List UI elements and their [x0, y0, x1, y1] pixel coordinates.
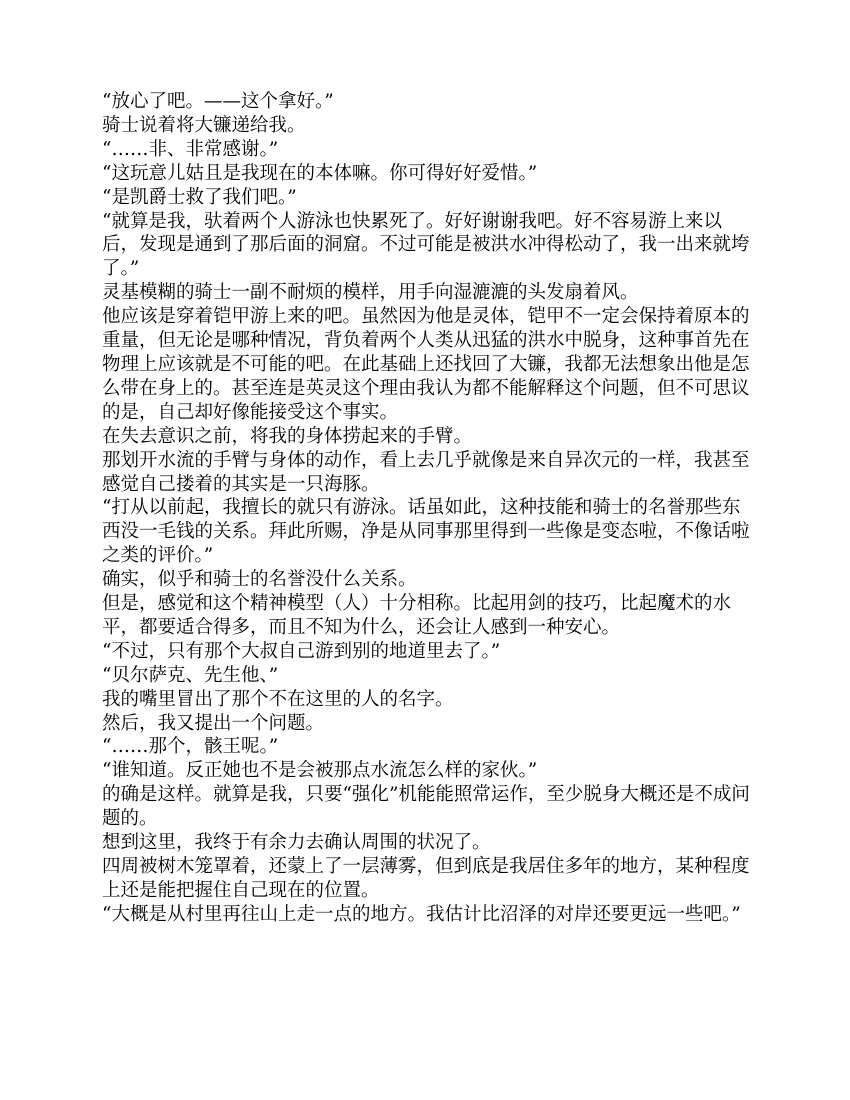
paragraph: “贝尔萨克、先生他、”	[102, 664, 279, 686]
paragraph: 确实，似乎和骑士的名誉没什么关系。	[102, 569, 417, 591]
paragraph: “打从以前起，我擅长的就只有游泳。话虽如此，这种技能和骑士的名誉那些东西没一毛钱的关系。拜此所赐，净是从同事那里得到一些像是变态啦，不像话啦之类的评价。”	[102, 497, 750, 567]
paragraph: “是凯爵士救了我们吧。”	[102, 186, 297, 208]
paragraph: “……那个，骸王呢。”	[102, 736, 279, 758]
paragraph: 我的嘴里冒出了那个不在这里的人的名字。	[102, 688, 454, 710]
paragraph: 四周被树木笼罩着，还蒙上了一层薄雾，但到底是我居住多年的地方，某种程度上还是能把握住自己现在的位置。	[102, 856, 750, 901]
paragraph: “大概是从村里再往山上走一点的地方。我估计比沼泽的对岸还要更远一些吧。”	[102, 903, 741, 925]
paragraph: 骑士说着将大镰递给我。	[102, 114, 306, 136]
document-page	[102, 90, 750, 927]
paragraph: 那划开水流的手臂与身体的动作，看上去几乎就像是来自异次元的一样，我甚至感觉自己搂着的其实是一只海豚。	[102, 449, 750, 495]
paragraph: 在失去意识之前，将我的身体捞起来的手臂。	[102, 425, 473, 447]
paragraph: 但是，感觉和这个精神模型（人）十分相称。比起用剑的技巧，比起魔术的水平，都要适合得多，而且不知为什么，还会让人感到一种安心。	[102, 593, 732, 638]
paragraph: 他应该是穿着铠甲游上来的吧。虽然因为他是灵体，铠甲不一定会保持着原本的重量，但无论是哪种情况，背负着两个人类从迅猛的洪水中脱身，这种事首先在物理上应该就是不可能的吧。在此基础上还找回了大镰，我都无法想象出他是怎么带在身上的。甚至连是英灵这个理由我认为都不能解释这个问题，但不可思议的是，自己却好像能接受这个事实。	[102, 306, 750, 423]
paragraph: 的确是这样。就算是我，只要“强化”机能能照常运作，至少脱身大概还是不成问题的。	[102, 784, 750, 830]
paragraph: “就算是我，驮着两个人游泳也快累死了。好好谢谢我吧。好不容易游上来以后，发现是通到了那后面的洞窟。不过可能是被洪水冲得松动了，我一出来就垮了。”	[102, 210, 750, 280]
paragraph: “放心了吧。——这个拿好。”	[102, 91, 334, 112]
paragraph: 然后，我又提出一个问题。	[102, 712, 325, 734]
paragraph: “这玩意儿姑且是我现在的本体嘛。你可得好好爱惜。”	[102, 162, 538, 184]
paragraph: “……非、非常感谢。”	[102, 138, 279, 160]
paragraph: “谁知道。反正她也不是会被那点水流怎么样的家伙。”	[102, 760, 538, 782]
paragraph: 想到这里，我终于有余力去确认周围的状况了。	[102, 832, 491, 854]
paragraph: “不过，只有那个大叔自己游到别的地道里去了。”	[102, 640, 501, 662]
paragraph: 灵基模糊的骑士一副不耐烦的模样，用手向湿漉漉的头发扇着风。	[102, 282, 639, 304]
